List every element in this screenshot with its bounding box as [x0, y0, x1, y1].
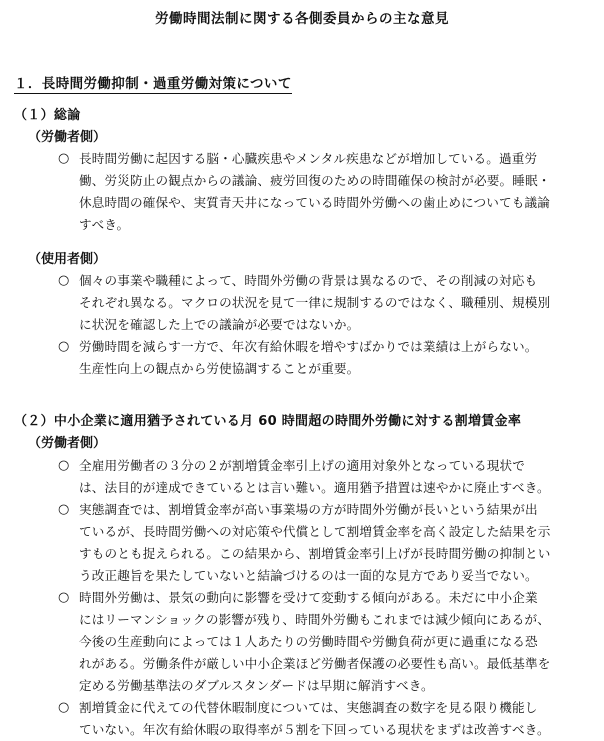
- text-line: すものとも捉えられる。この結果から、割増賃金率引上げが長時間労働の抑制とい: [79, 546, 551, 561]
- group-label: （労働者側）: [28, 130, 107, 145]
- opinion-item: [46, 499, 604, 587]
- circle-bullet-icon: ○: [58, 458, 70, 473]
- section-heading: １．長時間労働抑制・過重労働対策について: [14, 72, 292, 94]
- text-line: れがある。労働条件が厳しい中小企業ほど労働者保護の必要性も高い。最低基準を: [79, 656, 551, 671]
- text-line: 長時間労働に起因する脳・心臓疾患やメンタル疾患などが増加している。過重労: [79, 151, 538, 166]
- text-line: う改正趣旨を果たしていないと結論づけるのは一面的な見方であり妥当でない。: [79, 568, 538, 583]
- text-line: にはリーマンショックの影響が残り、時間外労働もこれまでは減少傾向にあるが、: [79, 612, 550, 627]
- opinion-item: [46, 270, 604, 336]
- group-label: （使用者側）: [28, 252, 107, 267]
- opinion-item: [46, 148, 604, 236]
- text-line: 実態調査では、割増賃金率が高い事業場の方が時間外労働が長いという結果が出: [79, 502, 538, 517]
- text-line: 働、労災防止の観点からの議論、疲労回復のための時間確保の検討が必要。睡眠・: [79, 173, 551, 188]
- text-line: 定める労働基準法のダブルスタンダードは早期に解消すべき。: [79, 678, 434, 693]
- text-line: 割増賃金に代えての代替休暇制度については、実態調査の数字を見る限り機能し: [79, 700, 538, 715]
- text-line: 生産性向上の観点から労使協調することが重要。: [79, 361, 360, 376]
- opinion-item: [46, 697, 604, 741]
- text-line: ているが、長時間労働への対応策や代償として割増賃金率を高く設定した結果を示: [79, 524, 551, 539]
- text-line: ていない。年次有給休暇の取得率が５割を下回っている現状をまずは改善すべき。: [79, 722, 550, 737]
- circle-bullet-icon: ○: [58, 700, 70, 715]
- document-title: 労働時間法制に関する各側委員からの主な意見: [155, 11, 449, 27]
- text-line: 休息時間の確保や、実質青天井になっている時間外労働への歯止めについても議論: [79, 195, 551, 210]
- circle-bullet-icon: ○: [58, 339, 70, 354]
- subsection-heading: （２）中小企業に適用猶予されている月 60 時間超の時間外労働に対する割増賃金率: [14, 414, 522, 429]
- text-line: 個々の事業や職種によって、時間外労働の背景は異なるので、その削減の対応も: [79, 273, 538, 288]
- text-line: 今後の生産動向によっては１人あたりの労働時間や労働負荷が更に過重になる恐: [79, 634, 538, 649]
- subsection-heading: （１）総論: [14, 108, 81, 123]
- group-label: （労働者側）: [28, 436, 107, 451]
- circle-bullet-icon: ○: [58, 502, 70, 517]
- text-line: それぞれ異なる。マクロの状況を見て一律に規制するのではなく、職種別、規模別: [79, 295, 551, 310]
- text-line: は、法目的が達成できているとは言い難い。適用猶予措置は速やかに廃止すべき。: [79, 480, 550, 495]
- opinion-item: [46, 455, 604, 499]
- opinion-item: [46, 587, 604, 697]
- text-line: すべき。: [79, 217, 130, 232]
- circle-bullet-icon: ○: [58, 273, 70, 288]
- text-line: に状況を確認した上での議論が必要ではないか。: [79, 317, 360, 332]
- circle-bullet-icon: ○: [58, 151, 70, 166]
- circle-bullet-icon: ○: [58, 590, 70, 605]
- text-line: 時間外労働は、景気の動向に影響を受けて変動する傾向がある。未だに中小企業: [79, 590, 538, 605]
- text-line: 労働時間を減らす一方で、年次有給休暇を増やすばかりでは業績は上がらない。: [79, 339, 538, 354]
- text-line: 全雇用労働者の３分の２が割増賃金率引上げの適用対象外となっている現状で: [79, 458, 526, 473]
- opinion-item: [46, 336, 604, 380]
